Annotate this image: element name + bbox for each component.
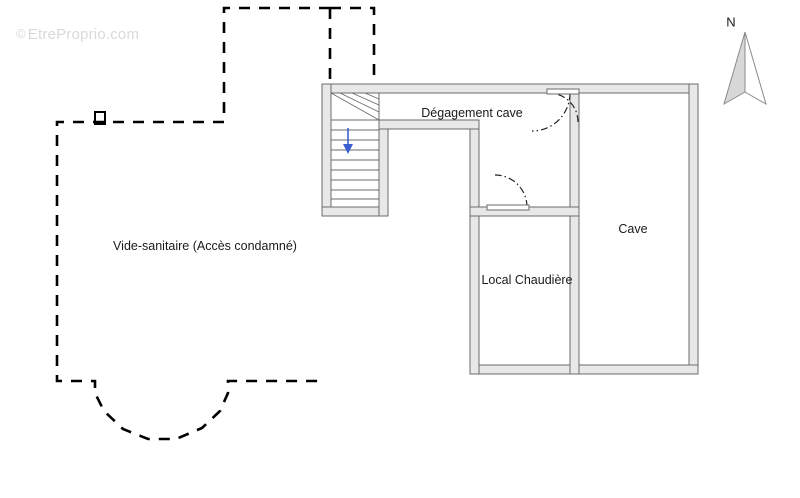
compass-rose [724, 32, 766, 104]
room-label-vide-sanitaire: Vide-sanitaire (Accès condamné) [113, 239, 297, 253]
watermark-copyright-icon: © [16, 26, 26, 41]
watermark-text: EtreProprio.com [27, 26, 140, 43]
room-label-cave: Cave [618, 222, 648, 236]
watermark [16, 26, 139, 43]
room-label-degagement-cave: Dégagement cave [421, 106, 523, 120]
compass-north-label: N [726, 14, 736, 30]
staircase [331, 93, 379, 207]
room-label-local-chaudiere: Local Chaudière [481, 273, 573, 287]
vide-sanitaire-outline [57, 8, 374, 439]
